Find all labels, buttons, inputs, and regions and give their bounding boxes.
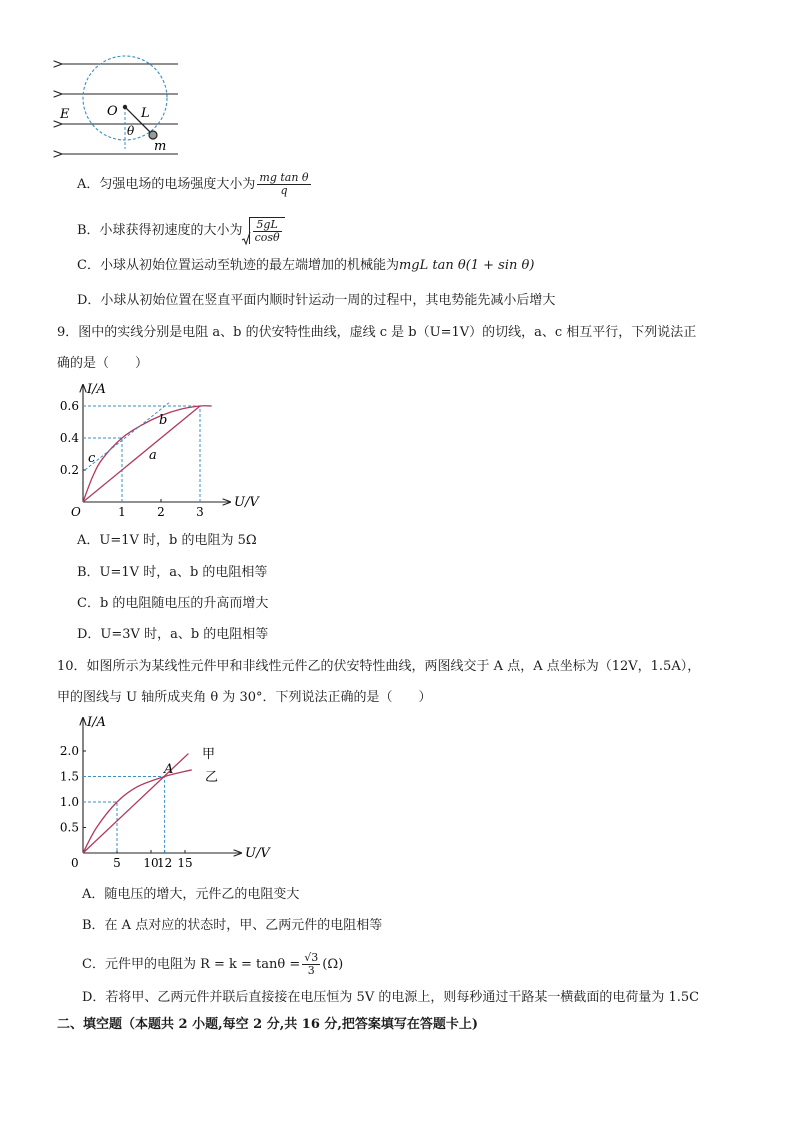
series-b xyxy=(83,406,212,502)
q8-option-b-numerator: 5gL xyxy=(253,219,282,232)
q8-option-c-expr: mgL tan θ(1 + sin θ) xyxy=(398,258,535,273)
guide-dashed-line xyxy=(83,802,117,853)
q8-option-a-denominator: q xyxy=(280,184,288,197)
x-axis-label: U/V xyxy=(234,495,259,510)
q8-option-c xyxy=(77,258,534,274)
series-a xyxy=(83,406,200,502)
y-tick-label: 0.5 xyxy=(59,820,79,835)
series-label-a: a xyxy=(149,448,157,463)
q10-option-c xyxy=(82,952,343,977)
y-axis-label: I/A xyxy=(87,382,106,397)
origin-label: O xyxy=(71,505,81,519)
label-L: L xyxy=(141,106,150,121)
y-axis-label: I/A xyxy=(87,715,106,730)
label-O: O xyxy=(107,104,118,119)
q10-option-c-unit: (Ω) xyxy=(322,957,344,972)
q9-option-c: C．b 的电阻随电压的升高而增大 xyxy=(77,596,269,611)
q8-option-d xyxy=(77,293,555,309)
x-tick-label: 3 xyxy=(196,505,204,519)
pivot-dot xyxy=(123,105,127,109)
q10-option-d: D．若将甲、乙两元件并联后直接接在电压恒为 5V 的电源上，则每秒通过干路某一横截面的电荷量为 1.5C xyxy=(82,990,700,1005)
q10-option-b: B．在 A 点对应的状态时，甲、乙两元件的电阻相等 xyxy=(82,918,383,933)
x-tick-label: 15 xyxy=(177,856,193,870)
q8-option-a-text: A．匀强电场的电场强度大小为 xyxy=(77,177,256,192)
series-乙 xyxy=(83,770,192,853)
x-tick-label: 1 xyxy=(118,505,126,519)
series-label-c: c xyxy=(88,451,96,466)
origin-label: 0 xyxy=(71,856,79,870)
q8-option-b-text: B．小球获得初速度的大小为 xyxy=(77,223,243,238)
x-tick-label: 12 xyxy=(156,856,173,870)
x-tick-label: 2 xyxy=(157,505,165,519)
label-m: m xyxy=(154,139,167,154)
q9-stem-line1: 9．图中的实线分别是电阻 a、b 的伏安特性曲线，虚线 c 是 b（U=1V）的切线，a、c 相互平行，下列说法正 xyxy=(57,325,697,340)
y-tick-label: 0.6 xyxy=(59,399,79,413)
y-tick-label: 0.2 xyxy=(59,463,79,477)
x-tick-label: 10 xyxy=(143,856,159,870)
q9-stem-line2: 确的是（ ） xyxy=(57,356,149,371)
q10-option-c-denominator: 3 xyxy=(307,964,315,977)
q10-stem-line1: 10．如图所示为某线性元件甲和非线性元件乙的伏安特性曲线，两图线交于 A 点，A 点坐标为（12V，1.5A）， xyxy=(57,659,701,674)
series-label-b: b xyxy=(159,413,168,428)
q8-option-b-denominator: cosθ xyxy=(254,231,280,244)
section-2-heading: 二、填空题（本题共 2 小题,每空 2 分,共 16 分,把答案填写在答题卡上) xyxy=(57,1017,479,1032)
q10-option-a: A．随电压的增大，元件乙的电阻变大 xyxy=(82,887,300,902)
y-tick-label: 2.0 xyxy=(59,744,79,758)
x-tick-label: 5 xyxy=(113,856,121,870)
q8-option-a xyxy=(77,172,313,197)
label-theta: θ xyxy=(127,124,135,138)
q10-stem-line2: 甲的图线与 U 轴所成夹角 θ 为 30°．下列说法正确的是（ ） xyxy=(57,690,432,705)
q9-option-b: B．U=1V 时，a、b 的电阻相等 xyxy=(77,565,268,580)
q9-option-d: D．U=3V 时，a、b 的电阻相等 xyxy=(77,627,269,642)
q10-option-c-text: C．元件甲的电阻为 R = k = tanθ = xyxy=(82,957,301,972)
ball xyxy=(149,131,157,139)
q9-chart xyxy=(55,380,259,525)
y-tick-label: 1.5 xyxy=(59,769,79,784)
q8-figure xyxy=(55,55,185,160)
point-A-label: A xyxy=(164,762,174,777)
q8-option-a-fraction xyxy=(257,172,310,197)
q10-chart xyxy=(55,713,295,873)
y-tick-label: 1.0 xyxy=(59,795,79,809)
guide-dashed-line xyxy=(83,438,122,502)
q8-option-b-sqrt xyxy=(243,217,285,244)
q8-option-d-text: D．小球从初始位置在竖直平面内顺时针运动一周的过程中，其电势能先减小后增大 xyxy=(77,293,556,308)
q10-option-c-fraction xyxy=(302,952,320,977)
q9-option-a: A．U=1V 时，b 的电阻为 5Ω xyxy=(77,533,257,548)
label-E: E xyxy=(60,107,70,122)
q10-option-c-numerator: √3 xyxy=(304,951,319,964)
x-axis-label: U/V xyxy=(245,846,270,861)
q8-option-b xyxy=(77,217,285,244)
series-label-甲: 甲 xyxy=(202,747,216,762)
q8-option-c-text: C．小球从初始位置运动至轨迹的最左端增加的机械能为 xyxy=(77,258,399,273)
series-label-乙: 乙 xyxy=(205,770,219,785)
q8-option-a-numerator: mg tan θ xyxy=(259,171,309,184)
y-tick-label: 0.4 xyxy=(59,431,79,445)
